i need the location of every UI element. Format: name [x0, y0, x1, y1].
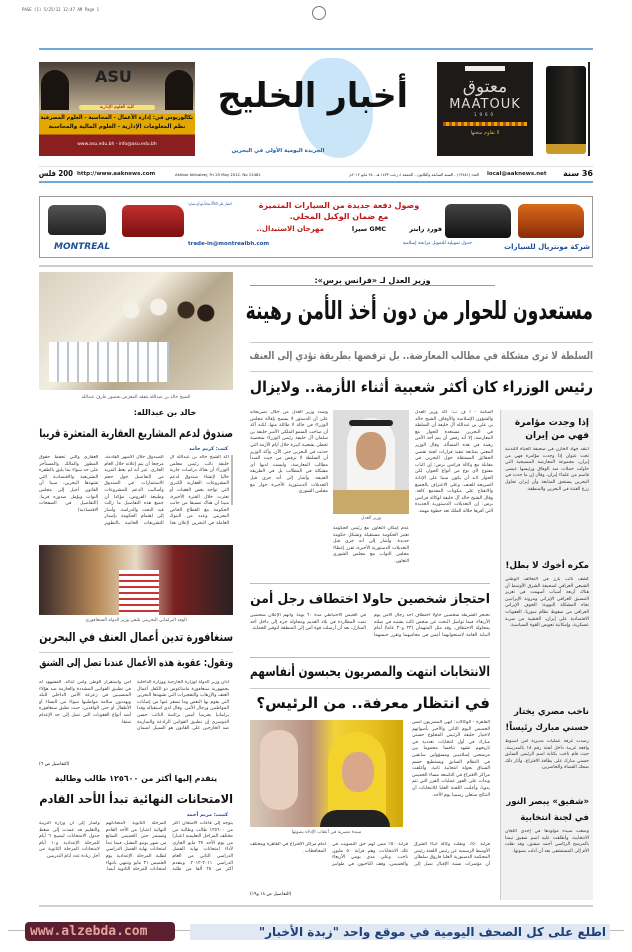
sidebar-body: كشف نائب بارز في التحالف الوطني الشيعي العراقي لصحيفة الشرق الأوسط أن هناك أربعة أسباب أسهمت في تعزيز التنسيق العراقي الإيراني ومرونة الإيرانيين تجاه المشكلة النووية: الخوف الإيراني العراقي من سقوط نظام سوريا، العقوبات الاقتصادية على إيران، الخشية من ضربة عسكرية، وإمكانية تعويض القوة السياسية.: [505, 577, 589, 629]
exams-byline: كتبت: مريم أحمد: [186, 812, 228, 818]
sidebar-item[interactable]: [505, 561, 589, 689]
main-subhead-2[interactable]: رئيس الوزراء كان أكثر شعبية أثناء الأزمة.. ولايزال: [249, 378, 593, 396]
sidebar-body: انتقد جهاد الخازن في صحيفة الحياة اللندنية تحت عنوان إذا وجدت مؤامرة فهي من إيران، مجموعة المعارضة المسيحية التي حاولت حملات ضد الوفاق ورئيسها عيسى قاسم من علماء إيران، وقال إن ما حدث في البحرين يستحق المتابعة وأن إيران تحاول زرع الفتنة في البحرين والمنطقة.: [505, 447, 589, 492]
minister-photo: [333, 410, 409, 514]
years: 36 سنة: [563, 169, 593, 178]
main-body-col1: المنامة - أ ف ب: أكد وزير العدل والشؤون الإسلامية والأوقاف الشيخ خالد بن علي بن عبدالله آل خليفة أن السلطة في البحرين مستعدة للحوار مع المعارضة، إلا أنه رفض أن يتم أخذ الأمن رهينة في هذه المسألة. وقال الوزير المعني بمتابعة تنفيذ قرارات لجنة تقصي الحقائق المستقلة حول البحرين في مقابلة مع وكالة فرانس برس: إن الباب مفتوح لأي نوع من أنواع الحوار، لكن الحوار لابد أن يكون مبنيا على الإدانة الصريحة للعنف، وعلى الاعتراف بالجميع والانفتاح على مكونات المجتمع كافة. وقال الشيخ خالد آل خليفة لوكالة فرانس برس: إن التعديلات الدستورية الجديدة التي أقرها جلالة الملك تعد خطوة مهمة.: [415, 410, 493, 514]
pattern-strip: [443, 122, 527, 126]
truck-image-raptor-black: [445, 204, 511, 238]
agal: [349, 420, 393, 426]
tagline: الجريدة اليومية الأولى في البحرين: [231, 148, 325, 154]
model-raptor: فورد رابتر: [409, 225, 442, 233]
asu-college: كلية العلوم الإدارية: [79, 105, 155, 110]
main-body-col2: وشدد وزير العدل من خلال تصريحاته على أن الدستور لا يسمح بإقالة مجلس الوزراء في حالة لا طائلة منها، لكنه أكد أن صاحب السمو الملكي الأمير خليفة بن سلمان آل خليفة رئيس الوزراء شخصية تحظى بشعبية كبيرة خلال أيام الأزمة التي حدثت في البحرين حتى الآن. وأكد الوزير أن السلطة لا ترفض من حيث المبدأ مطالب المعارضة، وليست لديها أي مشكلة في المطالب بل في الطريقة العنيفة. وأشار إلى أنه جرى قبل التعديلات الدستورية الأخيرة حوار مع مجلس الشورى.: [250, 410, 328, 495]
top-rule: [39, 48, 593, 50]
face: [356, 432, 386, 470]
maatouk-slogan: لا تقاوم متعتها: [470, 130, 500, 136]
sidebar-body: وضعت سيدة مولودها في إحدى اللجان الانتخابية، وأطلقت عليه اسم شفيق تيمنا بالمرشح الرئاسي أحمد شفيق، وقد نقلت الأم إلى المستشفى بعد أن أدلت بصوتها.: [505, 829, 589, 854]
main-body-col3: عدم إمكان التعاون مع رئيس الحكومة تعتبر الحكومة مستقيلة وتشكل حكومة جديدة. وأشار إلى أنه جرى قبل التعديلات الدستورية الأخيرة، تقرر إعطاء مجلس النواب مع مجلس الشورى التعاون.: [333, 526, 409, 564]
egypt-subhead: في انتظار معرفة.. من الرئيس؟: [256, 694, 490, 712]
singapore-more[interactable]: (التفاصيل ص ٦): [39, 762, 70, 767]
sidebar-title: فهي من إيران: [525, 431, 589, 441]
sidebar-body: رصدت غرفة عمليات مديرية أمن أسيوط واقعة غريبة داخل لجنة رقم ١٨ بالمدرسة، حيث قام ناخب بكتابة اسم الرئيس السابق حسني مبارك على بطاقة الاقتراع، وأثار ذلك ضحك القضاة والحاضرين.: [505, 739, 589, 771]
masthead-logo[interactable]: [218, 56, 408, 164]
registration-mark: [312, 6, 326, 20]
alzebda-banner[interactable]: [20, 922, 610, 944]
price: 200 فلس: [38, 169, 73, 178]
asu-contact: www.asu.edu.bh - info@asu.edu.bh: [77, 142, 157, 147]
sidebar-title: مكره أخوك لا بطل!: [505, 561, 589, 571]
inked-finger: [260, 730, 298, 810]
asu-line2: نظم المعلومات الإدارية - العلوم المالية والمحاسبة: [48, 124, 186, 130]
rule: [39, 652, 233, 653]
table: [119, 570, 159, 615]
egypt-body-1: القاهرة - الوكالات: أنهى المصريون أمس الخميس اليوم الثاني والأخير بأصواتهم لاختيار خليفة الرئيس المخلوع حسني مبارك في أول انتخابات تعددية في تاريخهم تشهد تنافسا محموما بين مرشحين إسلاميين ومسؤولين سابقين في النظام السابق ويستطيع حسم السباق بجولة انتخابية ثانية. وأغلقت مراكز الاقتراع في التاسعة مساء الخميس وبدأت على الفور عمليات الفرز التي تتم يدويا، وأعلنت اللجنة العليا للانتخابات أن النتائج ستعلن رسميا يوم الأحد.: [412, 720, 490, 798]
email-link[interactable]: local@aaknews.net: [487, 171, 547, 177]
khalid-body: أكد الشيخ خالد بن عبدالله آل خليفة نائب رئيس مجلس الوزراء أن هناك دراسات جارية حاليا لإنشاء صندوق لدعم المشروعات العقارية الكبرى التي تواجه بعض العقبات أو تعثرت خلال الفترة الأخيرة، مبينا أن هناك تنسيقا من جانب الحكومة مع القطاع الخاص البحريني وعدد من البنوك العاملة في البحرين لإعلان هذا الصندوق خلال الأشهر القادمة، مرجحا أن يتم إعلانه خلال العام الجاري. غير أنه لم يعط المزيد من التفاصيل حول حجم الاستثمارات في الصندوق وأساليب الدعم للمشروعات وطبيعة القروض، مؤكدا أن جميع هذه التفاصيل ما زالت قيد البحث والدراسة. وأشار إلى اهتمام الحكومة بإصدار التشريعات الخاصة بالتطوير العقاري والتي تحفظ حقوق المطور والمالك والمستأجر على حد سواء بما يليق بالطفرة التشريعية والاقتصادية التي تشهدها البحرين، مبينا أن القانون أحيل إلى مجلس النواب ويؤمل صدوره قريبا. (التفاصيل في الصفحات الاقتصادية): [39, 455, 229, 526]
sidebar: [500, 410, 593, 900]
maatouk-ad[interactable]: [437, 62, 533, 156]
asu-brand: ASU: [95, 67, 132, 86]
voter-caption: سيدة مصرية في أعقاب الإدلاء بصوتها: [291, 830, 362, 835]
ipad-offer: احصل على iPad مجاناً مع أي سيارة: [188, 201, 232, 206]
alzebda-slogan: اطلع على كل الصحف اليومية في موقع واحد "زبدة الأخبار": [190, 924, 610, 940]
maatouk-slogan-top: [465, 66, 505, 71]
truck-image-raptor-orange: [518, 204, 584, 238]
sidebar-title: «شفيق» يبصر النور: [506, 797, 589, 807]
graduate-silhouette-right: [165, 70, 193, 110]
montreal-line1: وصول دفعة جديدة من السيارات المتميزة: [258, 201, 420, 210]
festival: مهرجان الاستبدال..: [256, 225, 324, 233]
maatouk-ar: معتوق: [462, 77, 508, 97]
egypt-body-2: قرابة ٥٠٪. ونقلت وكالة أنباء الشرق الأوسط الرسمية عن رئيس اللجنة رئيس المحكمة الدستورية العليا فاروق سلطان أن مؤشرات نسبة الإقبال تصل إلى قرابة ٥٠٪ ممن لهم حق التصويت في تلك الانتخابات، وهم قرابة ٥٠ مليون ناخب. وعلى مدى يومي الأربعاء والخميس، وقف الناخبون في طوابير أمام مراكز الاقتراع في القاهرة ومختلف المحافظات.: [250, 842, 490, 867]
sidebar-item[interactable]: [505, 797, 589, 875]
delegation-photo: [39, 545, 233, 615]
info-rule: [39, 166, 593, 167]
rule: [250, 688, 490, 689]
maatouk-en: MAATOUK: [449, 97, 521, 112]
rule: [250, 371, 593, 372]
issue-en: Akhbar Alkhaleej, Fri 25 May 2012. No 13481: [175, 172, 261, 177]
asu-ad[interactable]: [39, 62, 195, 156]
asu-line1: بكالوريوس في: إدارة الأعمال - المحاسبة - العلوم المصرفية: [40, 115, 194, 121]
info-bar: [39, 170, 593, 180]
rule: [250, 657, 490, 658]
garment: [320, 810, 390, 827]
exhibition-photo: [39, 272, 233, 390]
rule: [250, 583, 490, 584]
issue-ar: العدد (١٣٤٨١) - السنة السابعة والثلاثون - الجمعة ٤ رجب ١٤٣٣ هـ - ٢٥ مايو ٢٠١٢م: [349, 172, 479, 177]
print-header: PAGE (1) 5/25/12 12:47 AM Page 1: [22, 7, 100, 12]
egypt-headline[interactable]: الانتخابات انتهت والمصريون يحبسون أنفاسهم: [249, 664, 490, 680]
info-bottom-rule: [39, 181, 593, 183]
truck-image-gmc-black: [48, 205, 106, 235]
photo-caption: الشيخ خالد بن عبدالله يتفقد المعرض بحضور عارف عبدالله: [81, 395, 191, 400]
model-buildings: [49, 342, 169, 382]
exams-headline[interactable]: الامتحانات النهائية تبدأ الأحد القادم: [39, 792, 233, 806]
truck-image-gmc-red: [122, 205, 184, 237]
sidebar-title: حسني مبارك رئيساً!: [505, 723, 589, 733]
finance-note: جدول تمويلية للتمويل مرابحة إسلامية: [402, 241, 472, 246]
exams-body: يتوجه إلى قاعات الامتحان أكثر من ١٢٥٦٠٠ طالب وطالبة من مختلف المراحل التعليمية اعتبارا من يوم الأحد ٢٧ مايو الجاري لأداء امتحانات نهاية الفصل الدراسي الثاني من العام الدراسي ٢٠١١-٢٠١٢. ويتقدم أكثر من ٢٨ ألفا من طلبة المرحلة الثانوية لامتحاناتهم النهائية اعتبارا من الأحد القادم وتستمر حتى الخميس السابع من شهر يونيو المقبل، فيما تبدأ امتحانات نهاية الفصل الدراسي لطلبة المرحلة الإعدادية يوم الخميس ٣١ مايو وتنتهي بانتهاء امتحانات المرحلة الثانوية أيضا. وأشار إلى أن وزارة التربية والتعليم قد عمدت إلى ضغط جدول الامتحانات ليصبح ٦ أيام للمرحلة الإعدادية و١٠ أيام لامتحانات المرحلة الثانوية من أجل زيادة عدد أيام التدريس.: [39, 821, 233, 873]
ad-edge: [588, 62, 590, 156]
sidebar-title: ناخب مصري يختار: [513, 707, 589, 717]
sidebar-title: في لجنة انتخابية: [520, 813, 589, 823]
singapore-body: أدان وزير الدولة لوزارة الخارجية ووزارة الداخلية بجمهورية سنغافورة ماساغوس ذو الكفل أعمال العنف والإرهاب والتفجيرات التي تشهدها البحرين التي يقوم بها البعض وما تسفر عنها من إصابات المواطنين ورجال الأمن. وقال لدى استقباله وفدا برلمانيا بحرينيا أمس برئاسة النائب حسن الدوسري إن تطبيق القوانين الرادعة والصارمة ضد الخارجين على القانون هو السبيل لضمان أمن واستقرار الوطن وأمن أبنائه. المشهود له في تطبيق القوانين المشددة والحازمة ضد هؤلاء المتسببين في زعزعة الأمن الداخلي للبلد ويهددون سلامة مواطنيها سواء من النساء أو الأطفال أو حتى الوافدين، حيث تطبق سنغافورة أشد أنواع العقوبات التي تصل إلى حد الإعدام شنقا.: [39, 680, 229, 732]
main-headline[interactable]: مستعدون للحوار من دون أخذ الأمن رهينة: [245, 296, 593, 325]
montreal-logo: MONTREAL: [54, 242, 111, 252]
montreal-line2: مع ضمان الوكيل المحلي.: [289, 212, 389, 221]
minister-caption: وزير العدل: [361, 516, 381, 521]
main-subhead: السلطة لا ترى مشكلة في مطالب المعارضة.. بل ترفضها بطريقة تؤدي إلى العنف: [249, 350, 593, 362]
face: [342, 752, 374, 792]
egypt-more[interactable]: (التفاصيل ص ١٨ و١٩): [250, 892, 292, 897]
sidebar-item[interactable]: [505, 707, 589, 785]
alzebda-url[interactable]: www.alzebda.com: [25, 922, 175, 941]
khalid-kicker: خالد بن عبدالله:: [133, 408, 197, 417]
singapore-subhead: وتقول: عقوبة هذه الأعمال عندنا تصل إلى الشنق: [39, 657, 234, 669]
sidebar-item[interactable]: [505, 418, 589, 539]
main-kicker: وزير العدل لـ «فرانس برس»:: [250, 276, 495, 286]
kidnap-body: تحتجز الشرطة شخصين حاولا اختطاف أحد رجال الأمن يوم الأربعاء، فيما تواصل البحث عن شخص ثالث يشتبه في صلته بمحاولة الاختطاف. وقد مثل المتهمان (٢٣ و٣٠ عاما) أمام النيابة العامة لاستجوابهما أمس في محاميهما وتقرر حبسهما في الحبس الاحتياطي مدة ٦٠ يوما. واتهم الإعلان شخصين تمت المطاردة في بلاد القديم ومحاولة جره إلى داخل أحد المنازل، بعد أن أرسلت قوة أمن إلى المنطقة لتوفير الحماية.: [250, 613, 490, 638]
kidnap-headline[interactable]: احتجاز شخصين حاولا اختطاف رجل أمن: [250, 592, 490, 607]
model-gmc: GMC سيرا: [351, 225, 386, 233]
khalid-byline: كتب: كريم حامد: [188, 446, 228, 452]
website-link[interactable]: http://www.aaknews.com: [77, 171, 156, 177]
graduate-silhouette-left: [41, 70, 69, 110]
rule: [250, 342, 593, 343]
bisht: [333, 490, 409, 514]
montreal-ad[interactable]: [39, 196, 593, 258]
exams-kicker: يتقدم إليها أكثر من ١٢٥٦٠٠ طالب وطالبة: [54, 774, 218, 783]
montreal-email[interactable]: trade-in@montrealbh.com: [188, 241, 270, 247]
montreal-company: شركة مونتريال للسيارات: [504, 243, 590, 251]
singapore-headline[interactable]: سنغافورة تدين أعمال العنف في البحرين: [39, 630, 234, 644]
logo-text: أخبار الخليج: [217, 76, 408, 116]
delegation-caption: الوفد البرلماني البحريني يلتقي وزير الدولة السنغافوري: [85, 618, 187, 623]
bottom-rule: [39, 905, 593, 907]
sidebar-title: إذا وجدت مؤامرة: [514, 418, 589, 428]
coffee-bag-image: [546, 66, 586, 154]
voter-photo: [250, 720, 403, 827]
column-bar: [231, 455, 233, 505]
maatouk-year: 1960: [473, 112, 497, 117]
khalid-headline[interactable]: صندوق لدعم المشاريع العقارية المتعثرة قريبا: [39, 426, 233, 440]
section-rule: [39, 265, 593, 267]
